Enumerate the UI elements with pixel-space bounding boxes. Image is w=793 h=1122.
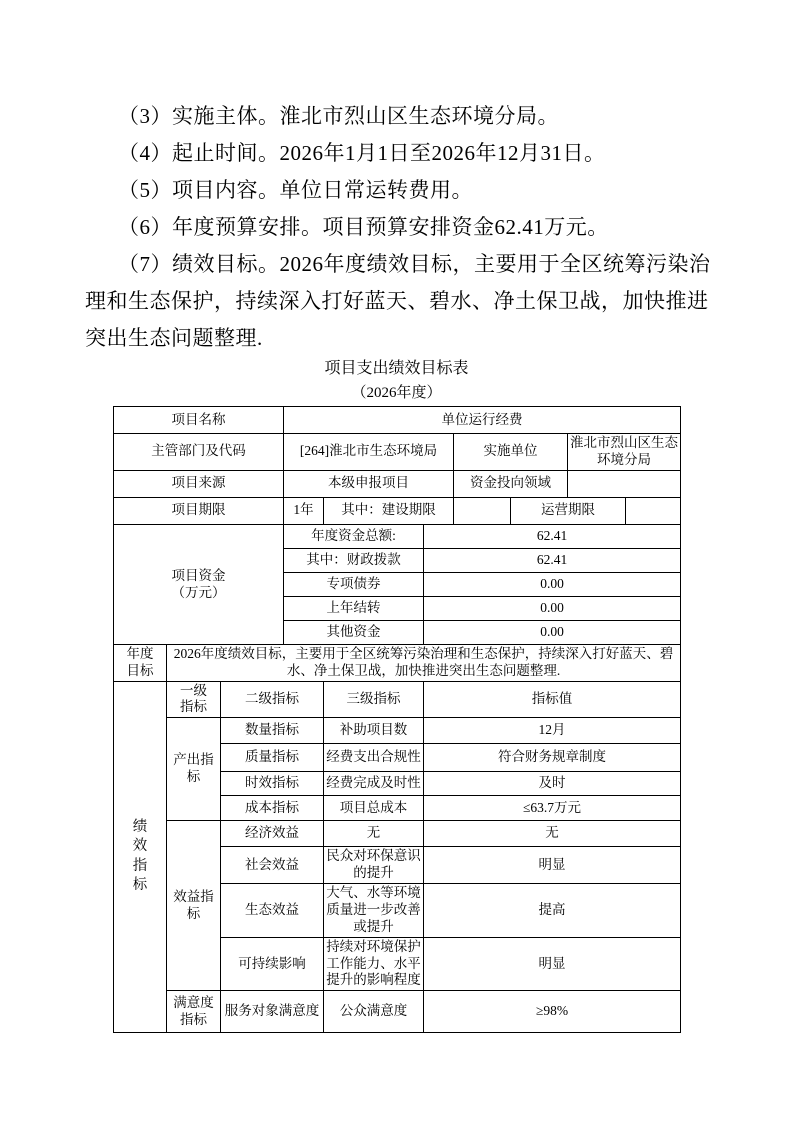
cell-fund-row-label: 其他资金 (284, 620, 424, 644)
body-paragraph: （4）起止时间。2026年1月1日至2026年12月31日。 (118, 141, 606, 165)
cell-l3: 无 (324, 821, 424, 847)
cell-period-label: 项目期限 (114, 497, 284, 524)
cell-period-value: 1年 (284, 497, 324, 524)
cell-value: ≥98% (424, 991, 681, 1033)
cell-value: ≤63.7万元 (424, 796, 681, 821)
cell-fund-row-label: 上年结转 (284, 596, 424, 620)
row-source (114, 470, 681, 497)
cell-l3: 大气、水等环境质量进一步改善或提升 (324, 884, 424, 938)
cell-l2: 服务对象满意度 (221, 991, 324, 1033)
cell-impl-unit-label: 实施单位 (454, 434, 568, 471)
cell-project-name-value: 单位运行经费 (284, 407, 681, 434)
cell-l3: 经费支出合规性 (324, 744, 424, 772)
cell-value: 12月 (424, 718, 681, 744)
cell-l2: 生态效益 (221, 884, 324, 938)
cell-l3: 持续对环境保护工作能力、水平提升的影响程度 (324, 937, 424, 991)
cell-l2: 可持续影响 (221, 937, 324, 991)
row-indicator (114, 821, 681, 847)
cell-header-value: 指标值 (424, 681, 681, 718)
row-department (114, 434, 681, 471)
cell-l2: 时效指标 (221, 772, 324, 796)
annual-goal-label-text: 年度目标 (126, 645, 154, 678)
row-fund-total (114, 524, 681, 548)
cell-l3: 公众满意度 (324, 991, 424, 1033)
cell-group-benefit: 效益指标 (167, 821, 221, 991)
cell-annual-goal-text: 2026年度绩效目标，主要用于全区统筹污染治理和生态保护，持续深入打好蓝天、碧水、净土保卫战，加快推进突出生态问题整理. (167, 644, 681, 681)
cell-dept-value: [264]淮北市生态环境局 (284, 434, 454, 471)
cell-fund-row-label: 专项债券 (284, 572, 424, 596)
row-indicator-header (114, 681, 681, 718)
table-subtitle: （2026年度） (351, 385, 442, 401)
performance-target-table (113, 406, 681, 1033)
row-project-name (114, 407, 681, 434)
cell-value: 及时 (424, 772, 681, 796)
cell-group-output: 产出指标 (167, 718, 221, 821)
cell-l2: 质量指标 (221, 744, 324, 772)
body-paragraph: （3）实施主体。淮北市烈山区生态环境分局。 (118, 104, 559, 128)
body-text (85, 98, 715, 357)
cell-fund-field-label: 资金投向领域 (454, 470, 568, 497)
cell-op-period-label: 运营期限 (511, 497, 626, 524)
row-period (114, 497, 681, 524)
cell-value: 符合财务规章制度 (424, 744, 681, 772)
cell-build-period-value (454, 497, 511, 524)
cell-fund-row-value: 0.00 (424, 572, 681, 596)
cell-l3: 经费完成及时性 (324, 772, 424, 796)
header-level1-text: 一级指标 (180, 682, 207, 715)
cell-fund-row-value: 0.00 (424, 596, 681, 620)
cell-l2: 数量指标 (221, 718, 324, 744)
body-paragraph: （7）绩效目标。2026年度绩效目标，主要用于全区统筹污染治理和生态保护，持续深入打好蓝天、碧水、净土保卫战，加快推进突出生态问题整理. (85, 252, 711, 350)
cell-group-satisfaction: 满意度指标 (167, 991, 221, 1033)
cell-l3: 民众对环保意识的提升 (324, 847, 424, 884)
cell-build-period-label: 其中：建设期限 (324, 497, 454, 524)
cell-fund-row-value: 62.41 (424, 524, 681, 548)
cell-project-name-label: 项目名称 (114, 407, 284, 434)
cell-l3: 项目总成本 (324, 796, 424, 821)
cell-fund-row-value: 0.00 (424, 620, 681, 644)
cell-header-level1 (167, 681, 221, 718)
cell-header-level2: 二级指标 (221, 681, 324, 718)
cell-annual-goal-label (114, 644, 167, 681)
cell-l3: 补助项目数 (324, 718, 424, 744)
cell-perf-side-label (114, 681, 167, 1033)
cell-value: 提高 (424, 884, 681, 938)
cell-fund-row-label: 其中：财政拨款 (284, 548, 424, 572)
cell-l2: 社会效益 (221, 847, 324, 884)
cell-impl-unit-value: 淮北市烈山区生态环境分局 (568, 434, 681, 471)
cell-value: 明显 (424, 937, 681, 991)
cell-header-level3: 三级指标 (324, 681, 424, 718)
body-paragraph: （5）项目内容。单位日常运转费用。 (118, 178, 473, 202)
perf-side-label-text: 绩效指标 (132, 818, 148, 894)
cell-fund-field-value (568, 470, 681, 497)
cell-source-label: 项目来源 (114, 470, 284, 497)
cell-fund-row-value: 62.41 (424, 548, 681, 572)
row-annual-goal (114, 644, 681, 681)
cell-dept-label: 主管部门及代码 (114, 434, 284, 471)
cell-funds-label (114, 524, 284, 644)
cell-value: 明显 (424, 847, 681, 884)
cell-op-period-value (626, 497, 681, 524)
cell-source-value: 本级申报项目 (284, 470, 454, 497)
cell-value: 无 (424, 821, 681, 847)
body-paragraph: （6）年度预算安排。项目预算安排资金62.41万元。 (118, 215, 609, 239)
cell-fund-row-label: 年度资金总额: (284, 524, 424, 548)
row-indicator (114, 718, 681, 744)
row-indicator (114, 991, 681, 1033)
table-title: 项目支出绩效目标表 (324, 360, 469, 377)
cell-l2: 成本指标 (221, 796, 324, 821)
cell-l2: 经济效益 (221, 821, 324, 847)
funds-label-text: 项目资金（万元） (171, 567, 226, 601)
